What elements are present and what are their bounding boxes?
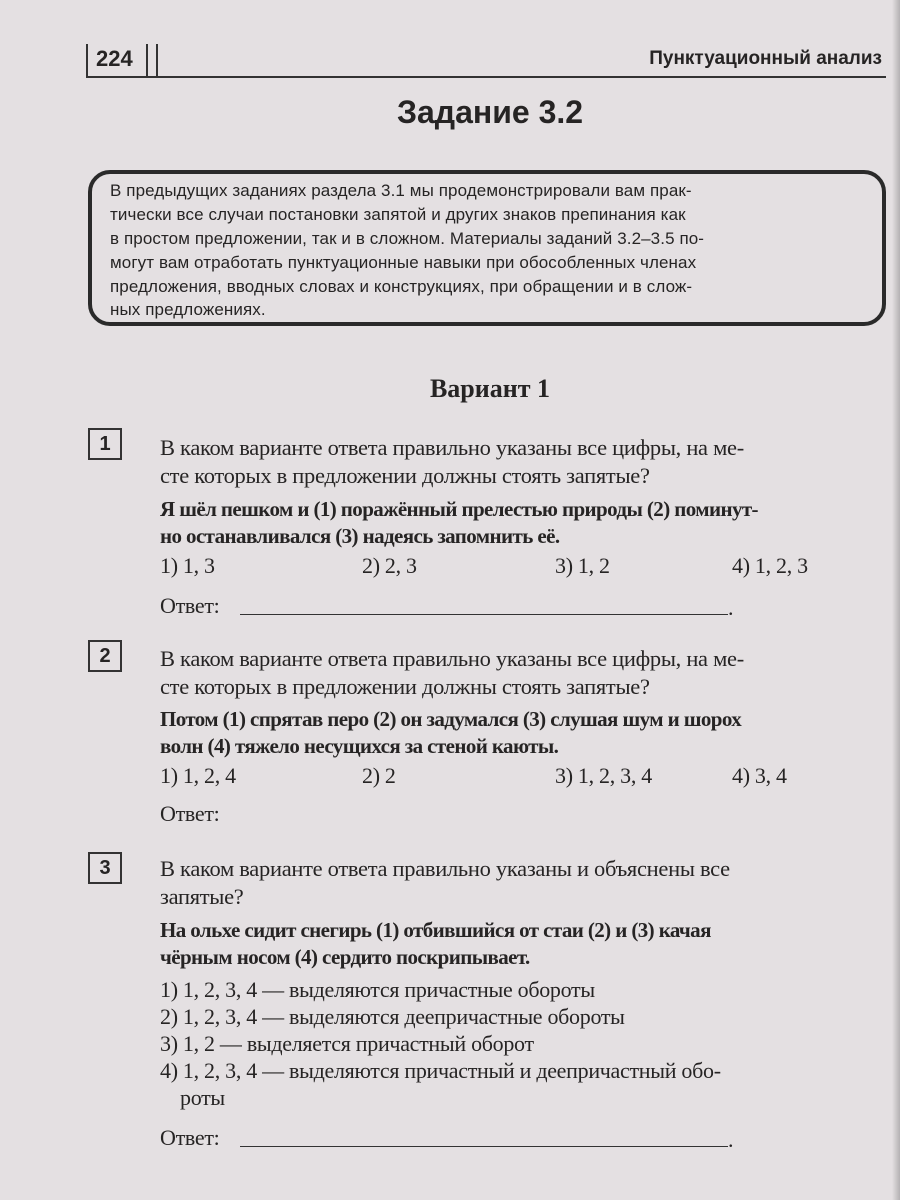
intro-line: В предыдущих заданиях раздела 3.1 мы продемонстрировали вам прак- [110,181,692,200]
option: 4) 1, 2, 3, 4 — выделяются причастный и деепричастный обо- [160,1058,721,1083]
question-text: В каком варианте ответа правильно указаны все цифры, на ме- [160,435,744,460]
intro-line: ных предложениях. [110,300,266,319]
sentence-text: Я шёл пешком и (1) поражённый прелестью природы (2) поминут- [160,497,758,521]
answer-field[interactable] [240,1146,728,1147]
sentence-text: На ольхе сидит снегирь (1) отбившийся от стаи (2) и (3) качая [160,918,711,942]
task-title: Задание 3.2 [396,94,584,130]
question-number-badge: 2 [88,640,122,672]
sentence-text: волн (4) тяжело несущихся за стеной каюты. [160,734,559,758]
option: 3) 1, 2, 3, 4 [555,763,652,788]
intro-line: предложения, вводных словах и конструкциях, при обращении и в слож- [110,277,693,296]
option: 1) 1, 3 [160,553,215,578]
question-text: запятые? [160,884,244,909]
question-number-badge: 3 [88,852,122,884]
answer-label: Ответ: [160,1125,220,1150]
option: 2) 1, 2, 3, 4 — выделяются деепричастные обороты [160,1004,625,1029]
question-text: сте которых в предложении должны стоять запятые? [160,463,650,488]
option-continuation: роты [180,1085,225,1110]
intro-line: могут вам отработать пунктуационные навыки при обособленных членах [110,253,697,272]
intro-line: тически все случаи постановки запятой и других знаков препинания как [110,205,686,224]
answer-label: Ответ: [160,801,220,826]
sentence-text: но останавливался (3) надеясь запомнить её. [160,524,560,548]
answer-field[interactable] [240,614,728,615]
header-divider [146,44,158,78]
page-edge-shadow [892,0,900,1200]
option: 4) 3, 4 [732,763,787,788]
option: 3) 1, 2 — выделяется причастный оборот [160,1031,534,1056]
intro-line: в простом предложении, так и в сложном. Материалы заданий 3.2–3.5 по- [110,229,705,248]
question-text: В каком варианте ответа правильно указаны все цифры, на ме- [160,646,744,671]
answer-period: . [728,595,734,620]
option: 1) 1, 2, 4 [160,763,236,788]
section-title: Пунктуационный анализ [649,48,882,69]
option: 3) 1, 2 [555,553,610,578]
option: 2) 2 [362,763,396,788]
sentence-text: Потом (1) спрятав перо (2) он задумался (3) слушая шум и шорох [160,707,742,731]
header-rule-left [86,44,88,78]
question-text: В каком варианте ответа правильно указаны и объяснены все [160,856,730,881]
question-text: сте которых в предложении должны стоять запятые? [160,674,650,699]
question-number-badge: 1 [88,428,122,460]
option: 1) 1, 2, 3, 4 — выделяются причастные обороты [160,977,595,1002]
option: 2) 2, 3 [362,553,417,578]
sentence-text: чёрным носом (4) сердито поскрипывает. [160,945,530,969]
variant-title: Вариант 1 [429,374,551,403]
option: 4) 1, 2, 3 [732,553,808,578]
answer-period: . [728,1127,734,1152]
answer-label: Ответ: [160,593,220,618]
page-number: 224 [96,46,133,71]
header-rule [86,76,886,78]
